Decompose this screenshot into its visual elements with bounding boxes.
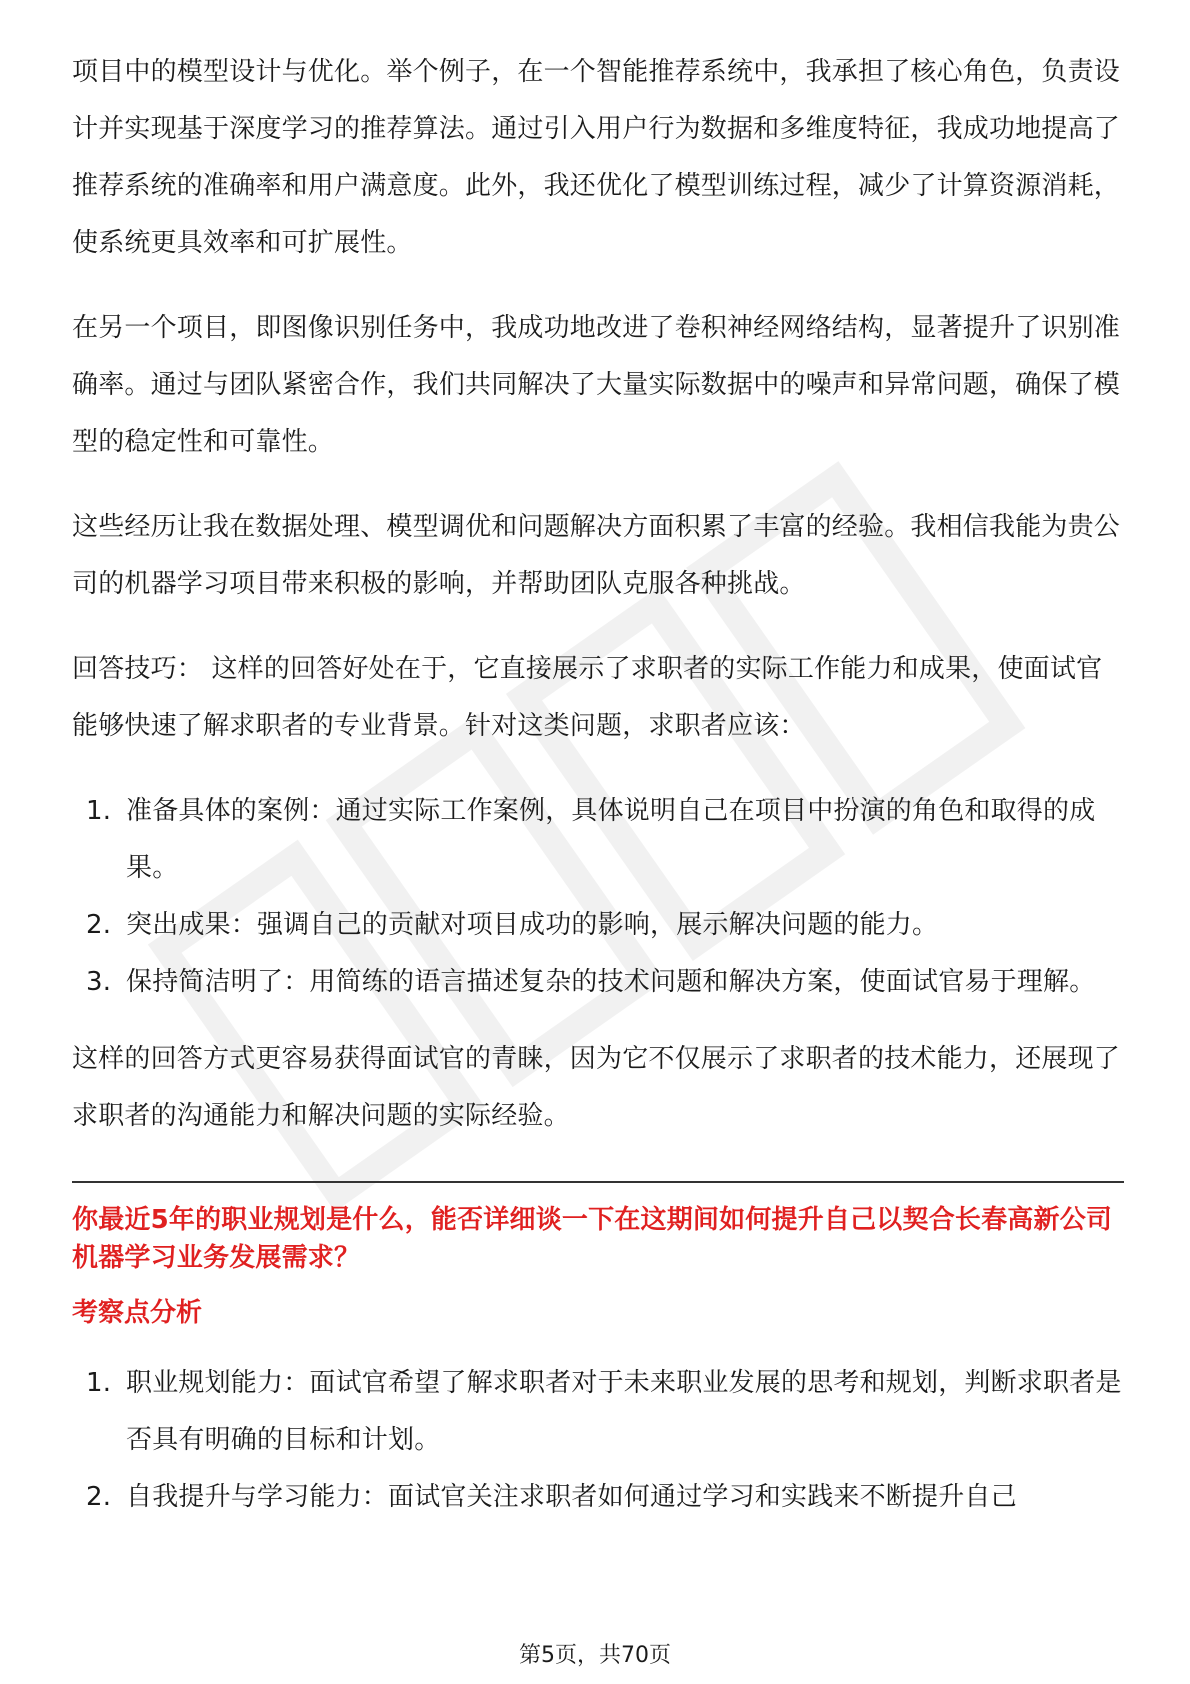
paragraph-answer-tips: 回答技巧： 这样的回答好处在于，它直接展示了求职者的实际工作能力和成果，使面试官能够快速了解求职者的专业背景。针对这类问题，求职者应该： bbox=[72, 654, 1103, 741]
list-item-number: 1. bbox=[86, 1368, 112, 1398]
section-divider bbox=[72, 1181, 1124, 1183]
list-item-number: 1. bbox=[86, 796, 112, 826]
document-page bbox=[72, 44, 1124, 1546]
list-item bbox=[72, 954, 1124, 1011]
paragraph-image-recognition: 在另一个项目，即图像识别任务中，我成功地改进了卷积神经网络结构，显著提升了识别准确率。通过与团队紧密合作，我们共同解决了大量实际数据中的噪声和异常问题，确保了模型的稳定性和可靠性。 bbox=[72, 313, 1121, 457]
list-item bbox=[72, 897, 1124, 954]
list-item-text: 职业规划能力：面试官希望了解求职者对于未来职业发展的思考和规划，判断求职者是否具有明确的目标和计划。 bbox=[126, 1368, 1122, 1455]
tips-list bbox=[72, 783, 1124, 1011]
list-item-number: 2. bbox=[86, 1482, 112, 1512]
analysis-list bbox=[72, 1355, 1124, 1526]
interview-question: 你最近5年的职业规划是什么，能否详细谈一下在这期间如何提升自己以契合长春高新公司机器学习业务发展需求？ bbox=[72, 1205, 1113, 1273]
analysis-heading: 考察点分析 bbox=[72, 1298, 203, 1328]
paragraph-project-design: 项目中的模型设计与优化。举个例子，在一个智能推荐系统中，我承担了核心角色，负责设计并实现基于深度学习的推荐算法。通过引入用户行为数据和多维度特征，我成功地提高了推荐系统的准确率和用户满意度。此外，我还优化了模型训练过程，减少了计算资源消耗，使系统更具效率和可扩展性。 bbox=[72, 57, 1121, 258]
list-item bbox=[72, 1355, 1124, 1469]
list-item bbox=[72, 1469, 1124, 1526]
list-item-text: 自我提升与学习能力：面试官关注求职者如何通过学习和实践来不断提升自己 bbox=[126, 1482, 1017, 1512]
list-item-text: 准备具体的案例：通过实际工作案例，具体说明自己在项目中扮演的角色和取得的成果。 bbox=[126, 796, 1096, 883]
page-footer: 第5页，共70页 bbox=[519, 1643, 671, 1668]
list-item-text: 突出成果：强调自己的贡献对项目成功的影响，展示解决问题的能力。 bbox=[126, 910, 939, 940]
list-item bbox=[72, 783, 1124, 897]
paragraph-experience: 这些经历让我在数据处理、模型调优和问题解决方面积累了丰富的经验。我相信我能为贵公司的机器学习项目带来积极的影响，并帮助团队克服各种挑战。 bbox=[72, 512, 1121, 599]
list-item-text: 保持简洁明了：用简练的语言描述复杂的技术问题和解决方案，使面试官易于理解。 bbox=[126, 967, 1096, 997]
list-item-number: 2. bbox=[86, 910, 112, 940]
list-item-number: 3. bbox=[86, 967, 112, 997]
paragraph-closing: 这样的回答方式更容易获得面试官的青睐，因为它不仅展示了求职者的技术能力，还展现了求职者的沟通能力和解决问题的实际经验。 bbox=[72, 1044, 1121, 1131]
